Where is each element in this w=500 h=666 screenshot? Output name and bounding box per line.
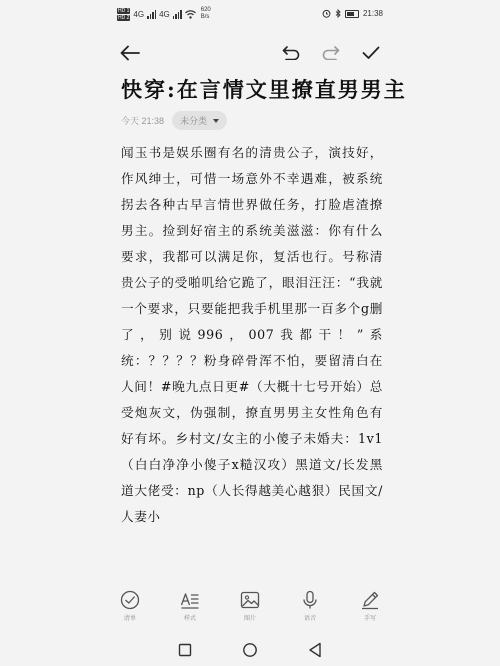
bluetooth-icon <box>335 9 341 18</box>
bottom-toolbar <box>108 590 392 630</box>
note-body[interactable]: 闻玉书是娱乐圈有名的清贵公子，演技好，作风绅士，可惜一场意外不幸遇难，被系统拐去各种古早言情世界做任务，打脸虐渣撩男主。捡到好宿主的系统美滋滋：你有什么要求，我都可以满足你，复活也行。号称清贵公子的受啪叽给它跪了，眼泪汪汪：“我就一个要求，只要能把我手机里那一百多个g删了，别说996，007我都干！”系统：？？？？粉身碎骨浑不怕，要留清白在人间！#晚九点日更#（大概十七号开始）总受炮灰文，伪强制，撩直男男主女性角色有好有坏。乡村文/女主的小傻子未婚夫：1v1（白白净净小傻子x糙汉攻）黑道文/长发黑道大佬受：np（人长得越美心越狠）民国文/人妻小 <box>121 145 383 524</box>
sim2-badge: HD 2 <box>118 14 130 21</box>
checklist-icon <box>120 590 140 610</box>
image-label: 图片 <box>243 616 256 622</box>
status-bar <box>0 0 500 30</box>
battery-icon <box>345 10 359 18</box>
editor-toolbar <box>0 38 500 68</box>
signal-icon <box>147 10 156 19</box>
network-speed <box>201 7 211 21</box>
wifi-icon <box>185 10 196 19</box>
redo-button[interactable] <box>316 38 346 68</box>
text-format-icon <box>180 590 200 610</box>
recent-apps-button[interactable] <box>175 640 195 660</box>
handwriting-label: 手写 <box>363 616 376 622</box>
status-time: 21:38 <box>362 9 383 18</box>
signal-icon-2 <box>173 10 182 19</box>
circle-icon <box>242 642 258 658</box>
note-title[interactable]: 快穿:在言情文里撩直男男主 <box>121 77 407 102</box>
alarm-icon <box>322 9 331 18</box>
status-right <box>322 9 383 18</box>
voice-label: 语音 <box>303 616 316 622</box>
sim-badges <box>117 8 130 21</box>
square-icon <box>178 643 192 657</box>
microphone-icon <box>300 590 320 610</box>
chevron-down-icon <box>213 119 219 123</box>
text-format-label: 样式 <box>183 616 196 622</box>
text-format-button[interactable] <box>168 590 212 630</box>
folder-label: 未分类 <box>180 116 208 126</box>
triangle-back-icon <box>308 642 322 658</box>
redo-icon <box>322 46 340 60</box>
home-button[interactable] <box>240 640 260 660</box>
handwriting-button[interactable] <box>348 590 392 630</box>
undo-icon <box>282 46 300 60</box>
network-type-2: 4G <box>159 9 170 19</box>
check-icon <box>362 46 380 60</box>
pen-icon <box>360 590 380 610</box>
voice-button[interactable] <box>288 590 332 630</box>
undo-button[interactable] <box>276 38 306 68</box>
image-icon <box>240 590 260 610</box>
status-left <box>117 7 211 21</box>
image-button[interactable] <box>228 590 272 630</box>
nav-back-button[interactable] <box>305 640 325 660</box>
sim1-badge: HD 1 <box>118 7 130 14</box>
speed-value: 620 <box>200 7 211 13</box>
folder-selector[interactable] <box>172 111 227 130</box>
note-date: 今天 21:38 <box>121 116 165 126</box>
checklist-label: 清单 <box>123 616 136 622</box>
checklist-button[interactable] <box>108 590 152 630</box>
speed-unit: B/s <box>200 14 210 20</box>
done-button[interactable] <box>356 38 386 68</box>
back-button[interactable] <box>115 38 145 68</box>
arrow-left-icon <box>120 45 140 61</box>
note-meta <box>121 111 227 130</box>
system-nav-bar <box>0 636 500 666</box>
network-type-1: 4G <box>133 9 145 19</box>
